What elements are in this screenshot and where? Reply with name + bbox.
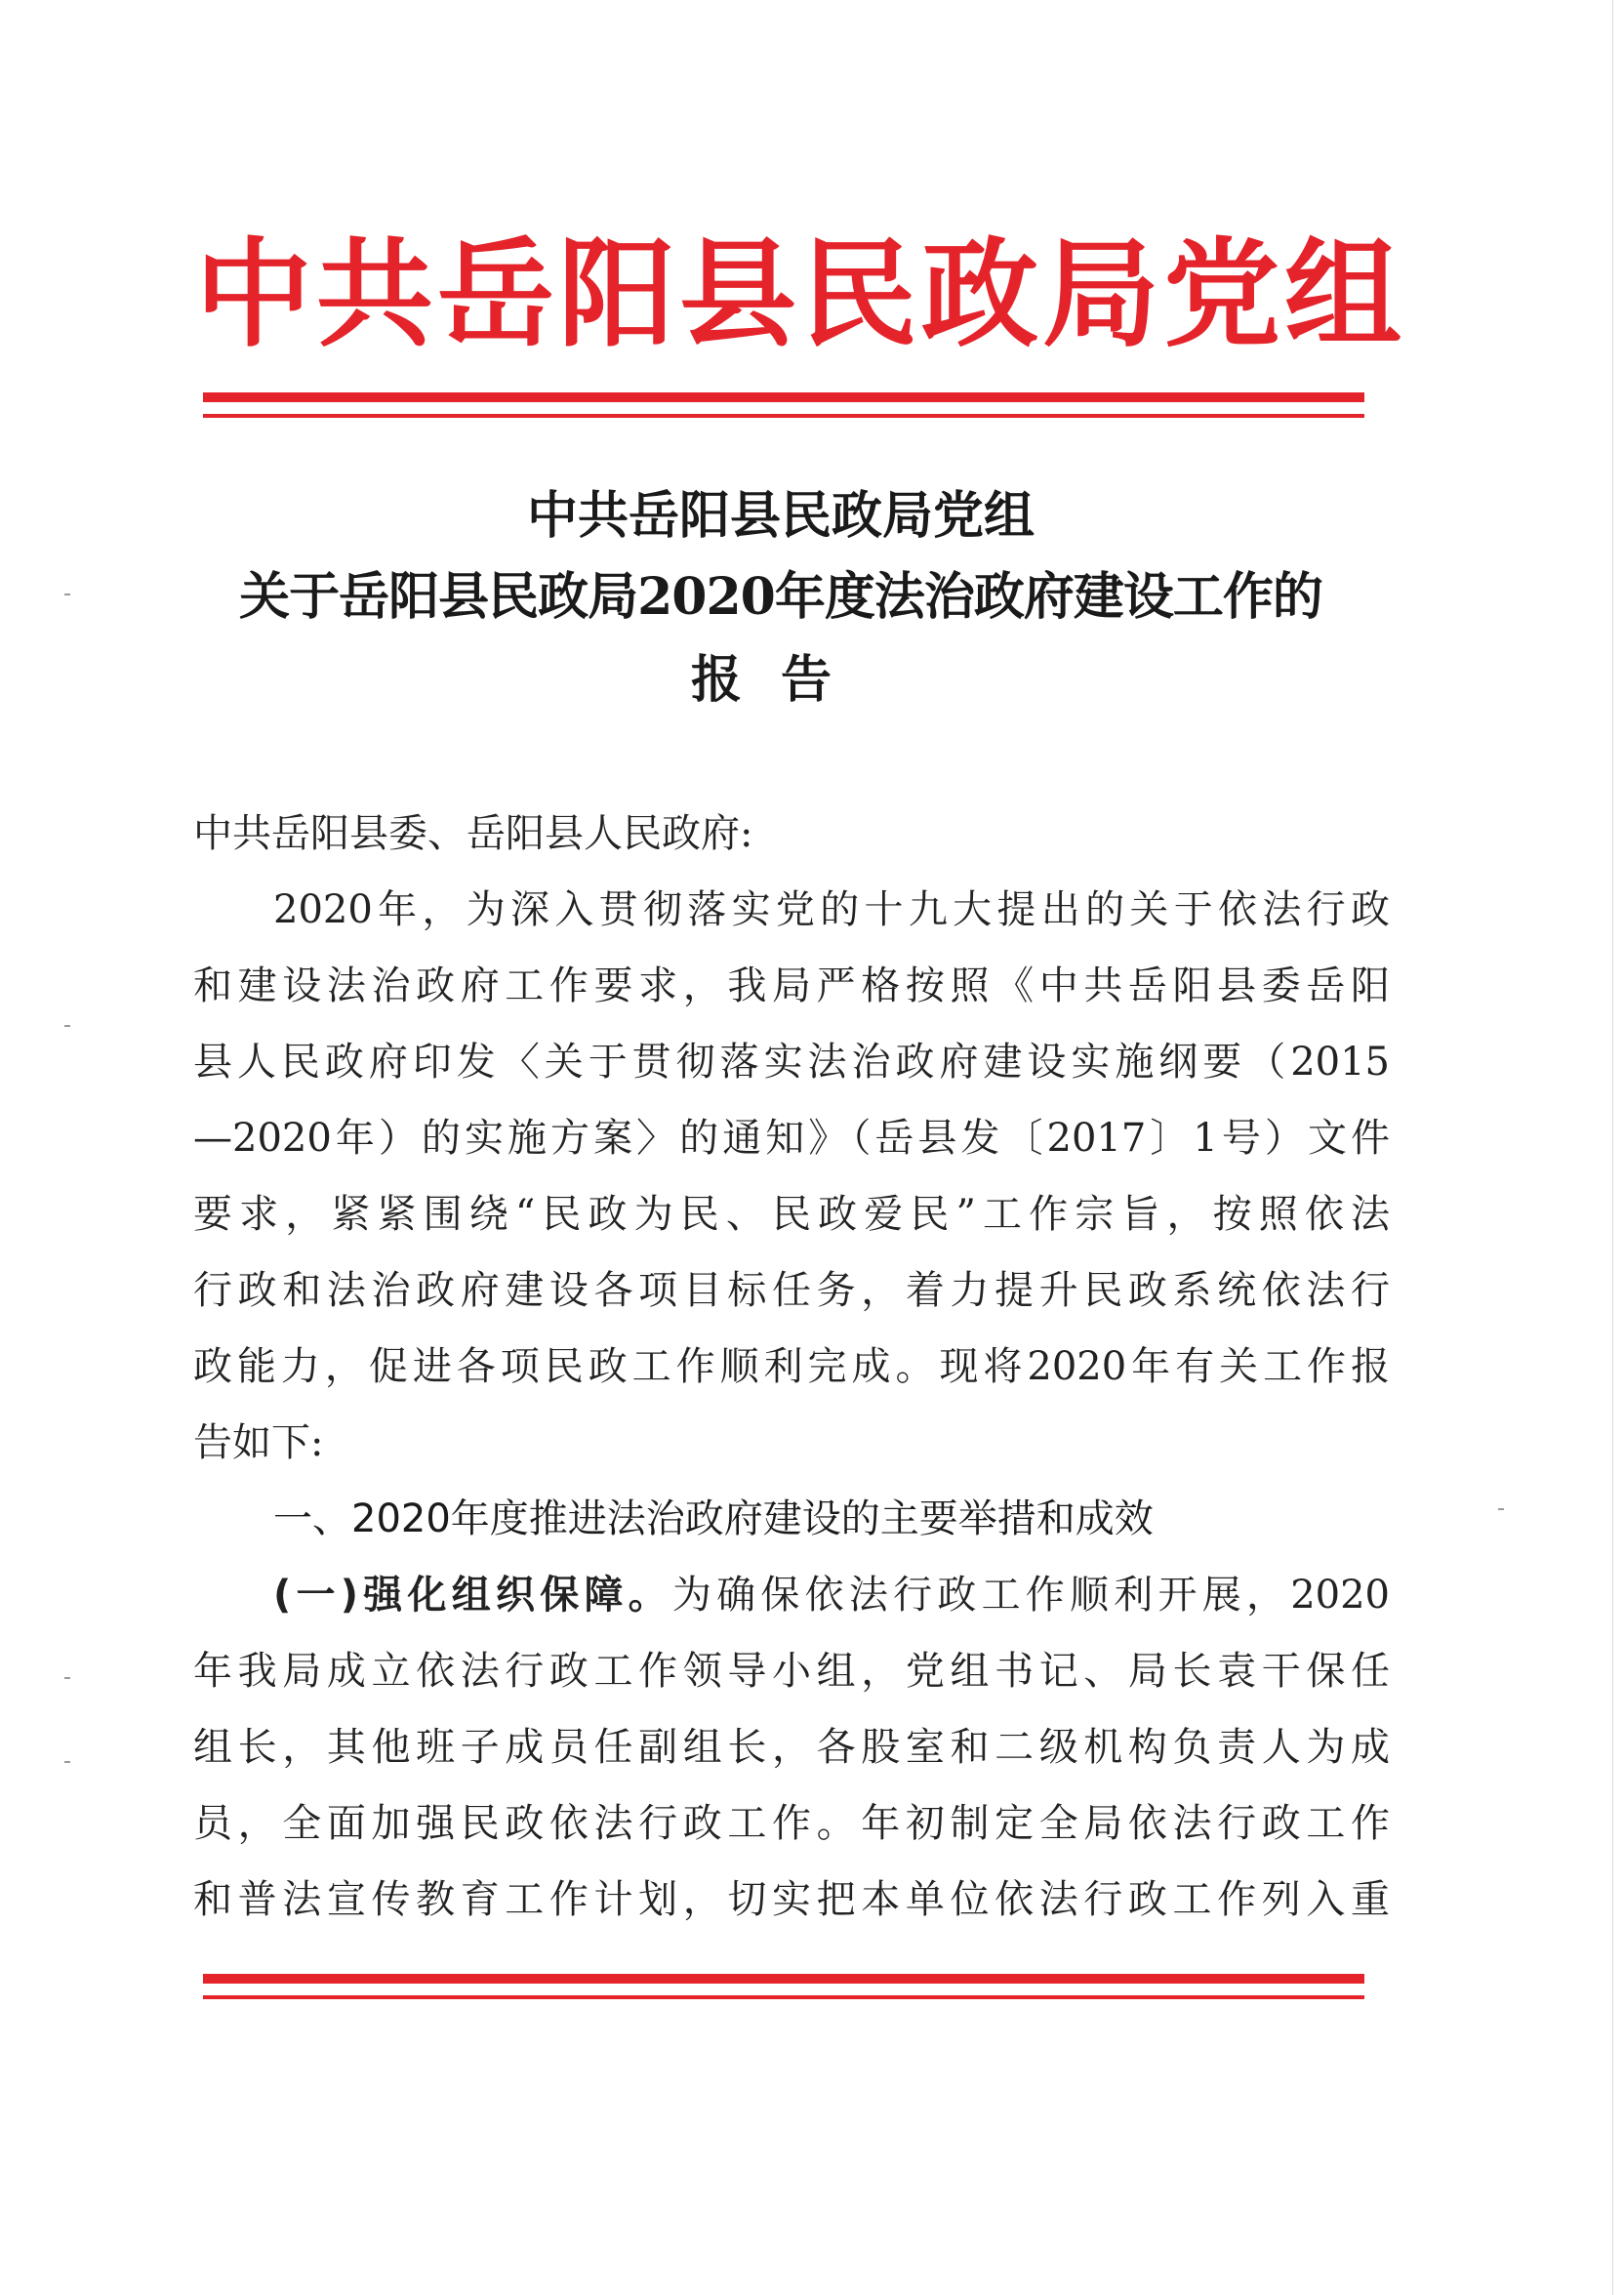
paragraph-line: —2020年）的实施方案〉的通知》（岳县发〔2017〕1号）文件 xyxy=(193,1116,1390,1161)
scan-speck xyxy=(64,1025,70,1027)
paragraph-line: 年我局成立依法行政工作领导小组，党组书记、局长袁干保任 xyxy=(193,1649,1390,1694)
paragraph-line: 要求，紧紧围绕“民政为民、民政爱民”工作宗旨，按照依法 xyxy=(193,1192,1390,1237)
scan-speck xyxy=(1498,1508,1504,1510)
paragraph-lead-heading: (一)强化组织保障。 xyxy=(273,1573,672,1618)
paragraph-line-rest: 为确保依法行政工作顺利开展，2020 xyxy=(671,1573,1391,1618)
red-rule-top-thick xyxy=(203,392,1364,402)
red-rule-bottom-thin xyxy=(203,1995,1364,1999)
document-title-line-2: 关于岳阳县民政局2020年度法治政府建设工作的 xyxy=(239,567,1322,627)
section-heading-1: 一、2020年度推进法治政府建设的主要举措和成效 xyxy=(273,1496,1154,1541)
paragraph-line: 2020年，为深入贯彻落实党的十九大提出的关于依法行政 xyxy=(273,887,1390,932)
paragraph-line: 组长，其他班子成员任副组长，各股室和二级机构负责人为成 xyxy=(193,1725,1390,1770)
paragraph-line: 和建设法治政府工作要求，我局严格按照《中共岳阳县委岳阳 xyxy=(193,963,1390,1008)
salutation-text: 中共岳阳县委、岳阳县人民政府: xyxy=(193,811,753,856)
paragraph-line: 行政和法治政府建设各项目标任务，着力提升民政系统依法行 xyxy=(193,1268,1390,1313)
paragraph-line: 政能力，促进各项民政工作顺利完成。现将2020年有关工作报 xyxy=(193,1344,1390,1389)
salutation xyxy=(193,796,1390,872)
red-header-org-name: 中共岳阳县民政局党组 xyxy=(195,227,1405,363)
red-rule-bottom-thick xyxy=(203,1974,1364,1984)
red-rule-top-thin xyxy=(203,414,1364,418)
paragraph-intro xyxy=(193,872,1390,1481)
paragraph-line: 员，全面加强民政依法行政工作。年初制定全局依法行政工作 xyxy=(193,1801,1390,1846)
scan-speck xyxy=(64,1677,70,1679)
paragraph-line: 告如下: xyxy=(193,1420,324,1465)
paragraph-organization xyxy=(193,1557,1390,1938)
paragraph-line: 和普法宣传教育工作计划，切实把本单位依法行政工作列入重 xyxy=(193,1877,1390,1922)
page-edge-line xyxy=(1612,0,1613,2295)
scan-speck xyxy=(64,1761,70,1763)
document-title-line-1: 中共岳阳县民政局党组 xyxy=(526,486,1035,546)
scan-speck xyxy=(64,594,70,595)
document-title-line-3: 报告 xyxy=(690,650,871,710)
paragraph-line xyxy=(193,1557,1390,1633)
paragraph-line: 县人民政府印发〈关于贯彻落实法治政府建设实施纲要（2015 xyxy=(193,1040,1390,1085)
